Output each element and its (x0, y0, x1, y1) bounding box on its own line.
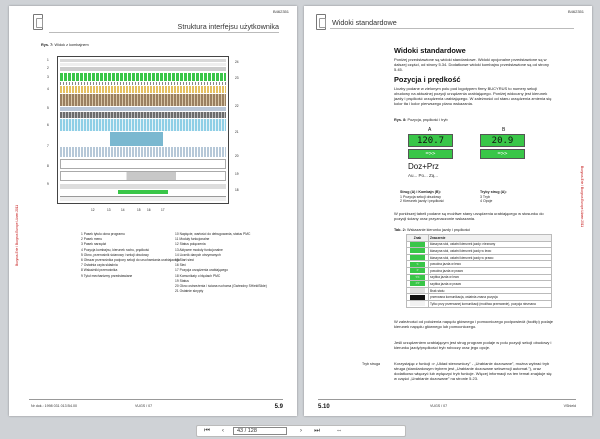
figure-caption (394, 118, 448, 122)
label-a: A (428, 127, 432, 133)
table-header-cell: Znak (407, 235, 429, 242)
legend-item: 16 Sieć (175, 263, 186, 268)
list-b-item: 3 Tryb (480, 194, 490, 199)
section-title: Struktura interfejsu użytkownika (177, 22, 279, 31)
sign-swatch: > (410, 268, 425, 273)
legend-item: 12 Status połączenia (175, 242, 206, 247)
legend-item: 2 Pasek menu (81, 237, 103, 242)
sign-cell (407, 300, 429, 307)
pdf-navigation-bar (196, 425, 406, 437)
footer-rule (29, 399, 283, 400)
legend-item: 21 Ostatnie skrypty (175, 289, 204, 294)
tooltip-paragraph: W zależności od położenia napędu głównego i pomocniczego podpowiedź (tooltip) podaje kierunek napędu głównego lub pomocniczego. (394, 319, 553, 329)
pressure-row (60, 147, 226, 157)
sign-cell (407, 248, 429, 255)
figure-caption (41, 43, 89, 47)
toolbar (60, 67, 226, 71)
legend-item: 17 Pozycja urządzenia urabiającego (175, 268, 228, 273)
callout-left-4: 4 (47, 87, 49, 91)
conveyor-row (60, 107, 226, 111)
list-b-item: 4 Opcje (480, 199, 493, 204)
legend-item: 7 Ostatnia czyta składnia (81, 263, 118, 268)
status-bar (60, 184, 226, 189)
table-row (407, 254, 552, 261)
callout-right-23: 23 (235, 76, 239, 80)
page-current: 43 (237, 428, 244, 434)
list-a-title: Strug (A) i Kombajn (B): (400, 190, 441, 194)
sign-swatch (410, 255, 425, 260)
footer-product: VShield (563, 404, 576, 408)
table-row (407, 267, 552, 274)
figure-label: Rys. 7: (41, 43, 54, 47)
meaning-cell: przerwana komunikacja, ostatnia znana pozycja (429, 294, 552, 301)
legend-column-2 (175, 232, 267, 294)
intro-paragraph: Poniżej przedstawione są widoki standardowe. Widoki opcjonalne przedstawione są w dalszej części, od strony 5.34. Dodatkowe widoki kombajnu przedstawione są od strony 5.45. (394, 57, 549, 72)
table-row (407, 248, 552, 255)
table-row (407, 281, 552, 288)
list-a (400, 190, 472, 204)
legend-item: 9 Tytuł mechanizmy przedstawiane (81, 273, 133, 278)
sign-cell (407, 274, 429, 281)
callout-right-22: 22 (235, 104, 239, 108)
pan-row (60, 112, 226, 118)
heading-position-speed: Pozycja i prędkość (394, 75, 461, 84)
footer-version: VUGS / 07 (135, 404, 153, 408)
first-page-button[interactable]: ⏮ (204, 427, 210, 434)
legend-item: 18 Komunikaty o błędach PMC (175, 273, 221, 278)
callout-bottom-16: 16 (147, 208, 151, 212)
label-b: B (502, 127, 506, 133)
position-value-a: 120.7 (408, 134, 453, 147)
sign-swatch (410, 301, 425, 306)
sign-cell (407, 254, 429, 261)
table-row (407, 274, 552, 281)
scale-ticks (60, 82, 226, 85)
footer-doc-number: Nr dok.: 1998 031 013 B4.00 (31, 404, 77, 408)
header-rule (330, 28, 574, 29)
ram-row-1 (60, 119, 226, 131)
meaning-cell: Tylko przy przerwanej komunikacji (możliwa przerwanie), pozycja nieznana (429, 300, 552, 307)
meaning-cell: klaszyna stoi, ostatni kierunek jazdy: nieznany (429, 241, 552, 248)
list-a-item: 2 Kierunek jazdy i prędkość (400, 199, 444, 204)
legend-item: 15 Start sieci (175, 258, 195, 263)
module-row (60, 171, 226, 181)
section-title: Widoki standardowe (332, 18, 397, 27)
figure-text: Widok z kombajnem (54, 43, 89, 47)
callout-right-20: 20 (235, 154, 239, 158)
menu-bar (60, 63, 226, 66)
meaning-cell: klaszyna stoi, ostatni kierunek jazdy w prawo (429, 254, 552, 261)
table-row (407, 287, 552, 294)
legend-item: 1 Pasek tytułu okna programu (81, 232, 125, 236)
sign-cell (407, 241, 429, 248)
sign-swatch: >> (410, 281, 425, 286)
table-row (407, 300, 552, 307)
sign-swatch (410, 288, 425, 293)
heading-standard-views: Widoki standardowe (394, 46, 466, 55)
table-header-row (407, 235, 552, 242)
footer-version: VUGS / 07 (430, 404, 448, 408)
callout-left-1: 1 (47, 58, 49, 62)
callout-left-3: 3 (47, 75, 49, 79)
callout-bottom-17: 17 (161, 208, 165, 212)
meaning-cell: powolna jazda w prawo (429, 267, 552, 274)
side-text: Bucyrus-Erie / Bucyrus Europe Lünen 2011 (580, 166, 584, 228)
position-panel (408, 127, 544, 185)
sign-cell (407, 261, 429, 268)
legend-item: 3 Pasek narzędzi (81, 242, 107, 247)
plow-info-paragraph: Jeśli urządzeniem urabiającym jest strug program podaje w polu pozycji sekcji obudowy i kierunku jazdy/prędkości tryb roboczy oraz jego opcje. (394, 340, 552, 350)
callout-left-6: 6 (47, 123, 49, 127)
figure-label: Rys. 8: (394, 118, 407, 122)
header-rule (49, 32, 279, 33)
legend-column-1 (81, 232, 180, 279)
sign-swatch (410, 248, 425, 253)
meaning-cell: powolna jazda w lewo (429, 261, 552, 268)
callout-bottom-13: 13 (107, 208, 111, 212)
callout-left-2: 2 (47, 66, 49, 70)
callout-bottom-12: 12 (91, 208, 95, 212)
shield-area (60, 94, 226, 106)
meaning-cell: klaszyna stoi, ostatni kierunek jazdy w lewo (429, 248, 552, 255)
status-green-strip (60, 73, 226, 81)
callout-right-19: 19 (235, 172, 239, 176)
window-titlebar (60, 59, 226, 62)
shearer-position-marker (118, 190, 168, 194)
page-total: / 128 (244, 428, 257, 434)
footer-rule (318, 399, 576, 400)
sign-cell (407, 294, 429, 301)
legend-item: 8 Wskaźniki przenośnika (81, 268, 118, 273)
legend-item: 5 Okno, przenośnik ścianowy i sekcji obudowy (81, 252, 149, 257)
plow-options: Au... Po... Zą... (408, 173, 439, 178)
table-header-cell: Znaczenie (429, 235, 552, 242)
doc-number: B462351 (567, 9, 584, 14)
direction-speed-a: =>> (408, 149, 453, 159)
sign-swatch (410, 242, 425, 247)
side-label-plow-mode: Tryb struga (362, 362, 381, 366)
legend-item: 6 Obszar przenośnika podpory sekcji do uruchamiania urabiajacego (81, 258, 181, 263)
support-bar-yellow (60, 86, 226, 93)
position-value-b: 20.9 (480, 134, 525, 147)
table-caption-text: Wskazanie kierunku jazdy i prędkości (407, 228, 471, 232)
legend-item: 10 Napięcie, wartości do debugowania, status PMC (175, 232, 251, 236)
plow-mode-paragraph: Korzystając z funkcji ⇒ „Układ sterowniczy” - „Urabianie dozowane”, można wybrać tryb struga (standardowym trybem jest „Urabianie dozowane sekwencji automat.”), oraz dodatkowo włączyć lub wyłączyć tryb funkcje. Więcej informacji na ten temat znajduje się w części „Urabianie dozowane” na stronie 5.23. (394, 361, 552, 381)
table-caption (394, 228, 470, 232)
previous-page-button[interactable]: ‹ (221, 427, 225, 434)
page-number: 5.10 (318, 404, 330, 410)
position-paragraph: Liczby podane w zielonym polu pod logotypem firmy BUCYRUS to numery sekcji obudowy na aktualnej pozycji urządzenia urabiającego. Poniżej widoczny jest kierunek jazdy i prędkość urządzenia urabiającego. W zależności od stanu urządzenia zmienia się kolor tła i kolor pierwszego planu wskazania. (394, 86, 552, 106)
left-page (9, 6, 297, 416)
sign-cell (407, 267, 429, 274)
legend-item: 11 Moduły funkcjonalne (175, 237, 210, 242)
hmi-screenshot (57, 56, 229, 204)
callout-bottom-14: 14 (121, 208, 125, 212)
table-row (407, 261, 552, 268)
sign-cell (407, 287, 429, 294)
callout-right-18: 18 (235, 188, 239, 192)
bucyrus-logo-icon (33, 14, 43, 30)
last-page-button[interactable]: ⏭ (314, 427, 320, 434)
meaning-cell: szybka jazda w lewo (429, 274, 552, 281)
figure-text: Pozycja, prędkość i tryb (407, 118, 448, 122)
right-page (304, 6, 592, 416)
doc-number: B462351 (272, 9, 289, 14)
callout-bottom-15: 15 (137, 208, 141, 212)
callout-left-8: 8 (47, 164, 49, 168)
legend-item: 13 Aktywne moduły funkcjonalne (175, 247, 223, 252)
page-number-input[interactable] (233, 427, 287, 435)
list-a-item: 1 Pozycja sekcji obudowy (400, 194, 441, 199)
bucyrus-logo-icon (316, 14, 326, 30)
callout-left-7: 7 (47, 144, 49, 148)
list-b-title: Tryby strug (A): (480, 190, 507, 194)
side-text: Bucyrus-Erie / Bucyrus Europe Lünen 2011 (15, 204, 19, 266)
ram-row-2 (60, 132, 226, 146)
page-number: 5.9 (274, 404, 283, 410)
callout-left-9: 9 (47, 182, 49, 186)
meaning-cell: Brak statu (429, 287, 552, 294)
info-row (60, 159, 226, 169)
direction-speed-b: =>> (480, 149, 525, 159)
next-page-button[interactable]: › (299, 427, 303, 434)
bottom-status-bar (60, 196, 226, 201)
sign-swatch: < (410, 262, 425, 267)
callout-right-21: 21 (235, 130, 239, 134)
plow-mode: Doz+Prz (408, 162, 439, 171)
meaning-cell: szybka jazda w prawo (429, 281, 552, 288)
fit-width-icon[interactable]: ⇔ (335, 427, 343, 434)
table-label: Tab. 2: (394, 228, 406, 232)
legend-item: 20 Okno ostrzeżenia / ściana ruchoma (Gwiezdny SHieldSlide) (175, 284, 267, 289)
sign-swatch (410, 295, 425, 300)
sign-swatch: << (410, 275, 425, 280)
table-intro-paragraph: W poniższej tabeli podane są możliwe stany urządzenia urabiającego w stosunku do pozycji ściany oraz przyznaczonie wskazania. (394, 211, 544, 221)
legend-item: 14 Licznik danych otrzymanych (175, 252, 221, 257)
callout-right-24: 24 (235, 60, 239, 64)
table-row (407, 294, 552, 301)
legend-item: 4 Pozycja kombajnu, kierunek ruchu, prędkość (81, 247, 150, 252)
legend-item: 19 Status (175, 278, 189, 283)
callout-left-5: 5 (47, 106, 49, 110)
direction-table (406, 234, 552, 308)
sign-cell (407, 281, 429, 288)
table-row (407, 241, 552, 248)
list-b (480, 190, 552, 204)
